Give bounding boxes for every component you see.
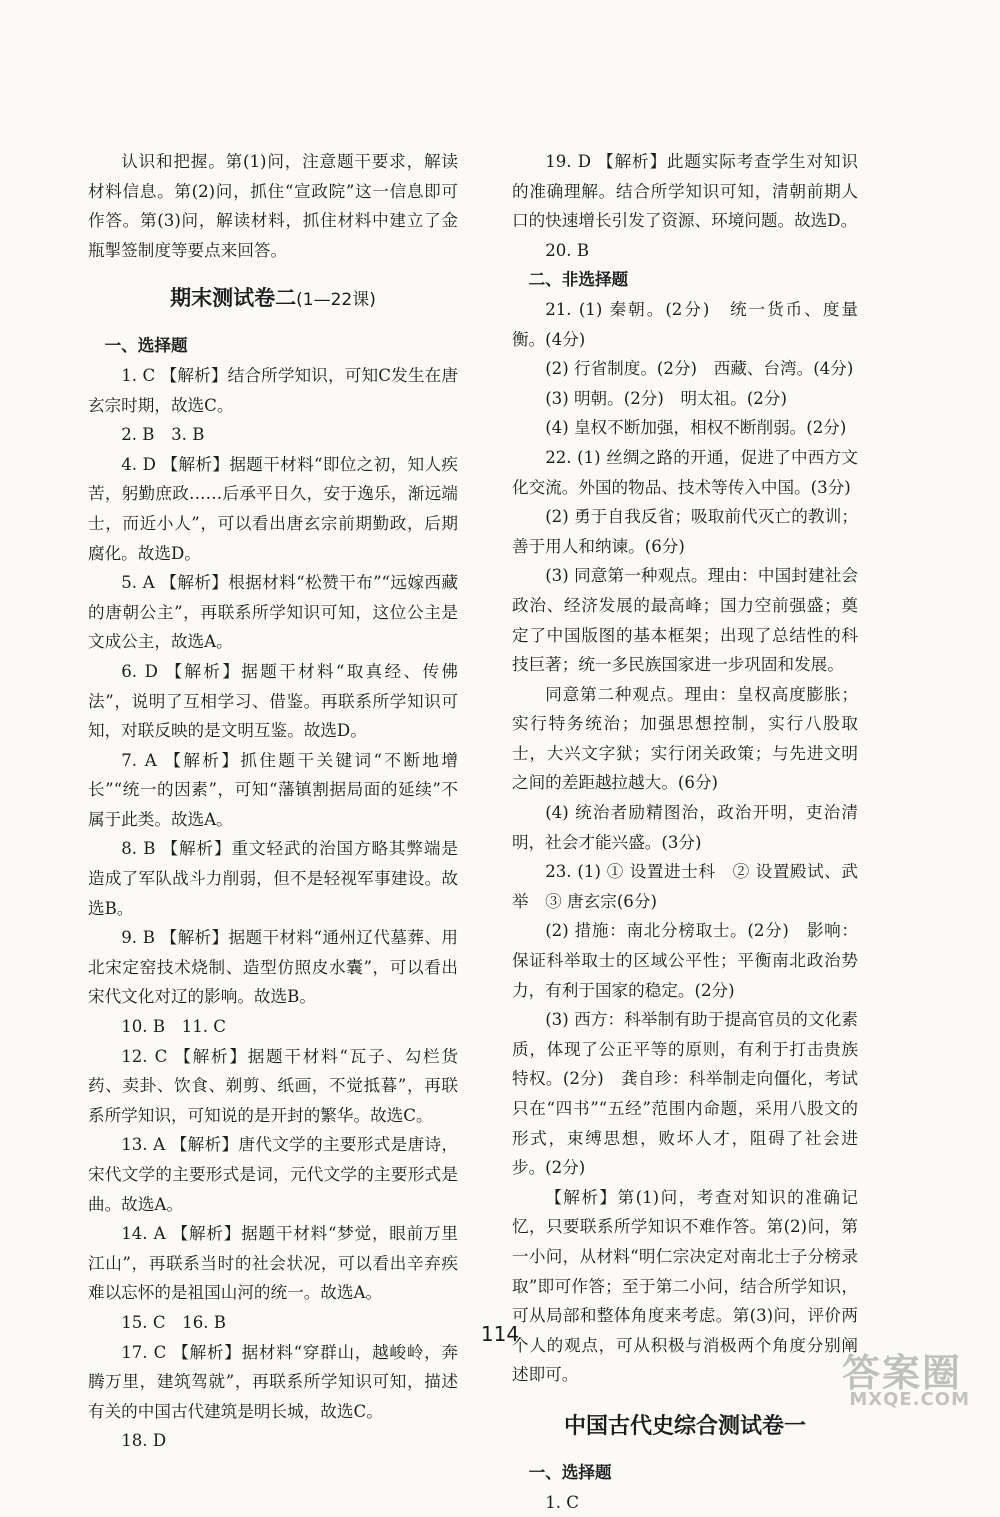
exam-title-main: 期末测试卷二 (170, 286, 297, 311)
left-column (88, 147, 458, 1456)
answer-item: 7. A 【解析】抓住题干关键词“不断地增长”“统一的因素”，可知“藩镇割据局面的延续”不属于此类。故选A。 (88, 750, 458, 829)
q21-answer: (3) 明朝。(2分) 明太祖。(2分) (545, 388, 787, 408)
section-heading-choice: 一、选择题 (104, 336, 188, 356)
answer-item: 18. D (121, 1431, 167, 1451)
q23-answer: (3) 西方：科举制有助于提高官员的文化素质，体现了公正平等的原则，有利于打击贵族特权。(2分) 龚自珍：科举制走向僵化，考试只在“四书”“五经”范围内命题，采用八股文的形式，束缚思想，败坏人才，阻碍了社会进步。(2分) (512, 1010, 858, 1178)
intro-paragraph: 认识和把握。第(1)问，注意题干要求，解读材料信息。第(2)问，抓住“宣政院”这一信息即可作答。第(3)问，解读材料，抓住材料中建立了金瓶掣签制度等要点来回答。 (88, 152, 458, 260)
q21-answer: 21. (1) 秦朝。(2分) 统一货币、度量衡。(4分) (512, 299, 858, 349)
exam-title-sub: (1—22课) (296, 290, 376, 311)
right-column (512, 147, 858, 1517)
section-heading-choice-2: 一、选择题 (528, 1462, 612, 1482)
answer-item: 5. A 【解析】根据材料“松赞干布”“远嫁西藏的唐朝公主”，再联系所学知识可知，这位公主是文成公主，故选A。 (88, 573, 458, 652)
answer-item: 1. C 【解析】结合所学知识，可知C发生在唐玄宗时期，故选C。 (88, 365, 458, 415)
q22-answer: 22. (1) 丝绸之路的开通，促进了中西方文化交流。外国的物品、技术等传入中国。(3分) (512, 447, 858, 497)
answer-item: 12. C 【解析】据题干材料“瓦子、勾栏货药、卖卦、饮食、剃剪、纸画，不觉抵暮”，再联系所学知识，可知说的是开封的繁华。故选C。 (88, 1046, 458, 1125)
answer-item: 4. D 【解析】据题干材料“即位之初，知人疾苦，躬勤庶政……后承平日久，安于逸乐，渐远端士，而近小人”，可以看出唐玄宗前期勤政，后期腐化。故选D。 (88, 454, 458, 563)
answer-item: 2. B 3. B (121, 425, 205, 445)
exam-title (88, 281, 458, 317)
answer-item: 19. D 【解析】此题实际考查学生对知识的准确理解。结合所学知识可知，清朝前期人口的快速增长引发了资源、环境问题。故选D。 (512, 152, 858, 231)
q23-analysis: 【解析】第(1)问，考查对知识的准确记忆，只要联系所学知识不难作答。第(2)问，第一小问，从材料“明仁宗决定对南北士子分榜录取”即可作答；至于第二小问，结合所学知识，可从局部和整体角度来考虑。第(3)问，评价两个人的观点，可从积极与消极两个角度分别阐述即可。 (512, 1187, 858, 1385)
answer-item: 6. D 【解析】据题干材料“取真经、传佛法”，说明了互相学习、借鉴。再联系所学知识可知，对联反映的是文明互鉴。故选D。 (88, 661, 458, 741)
q22-answer: (3) 同意第一种观点。理由：中国封建社会政治、经济发展的最高峰；国力空前强盛；奠定了中国版图的基本框架；出现了总结性的科技巨著；统一多民族国家进一步巩固和发展。 (512, 566, 858, 675)
answer-item: 13. A 【解析】唐代文学的主要形式是唐诗，宋代文学的主要形式是词，元代文学的主要形式是曲。故选A。 (88, 1135, 458, 1214)
answer-item: 14. A 【解析】据题干材料“梦觉，眼前万里江山”，再联系当时的社会状况，可以看出辛弃疾难以忘怀的是祖国山河的统一。故选A。 (88, 1224, 458, 1303)
answer-item: 15. C 16. B (121, 1312, 227, 1332)
answer-item: 10. B 11. C (121, 1017, 227, 1037)
answer-item: 8. B 【解析】重文轻武的治国方略其弊端是造成了军队战斗力削弱，但不是轻视军事建设。故选B。 (88, 839, 458, 918)
q21-answer: (2) 行省制度。(2分) 西藏、台湾。(4分) (545, 359, 854, 379)
answer-item: 20. B (545, 240, 590, 260)
answer-item: 1. C (545, 1492, 579, 1512)
watermark-logo (800, 1340, 980, 1410)
q21-answer: (4) 皇权不断加强，相权不断削弱。(2分) (545, 418, 847, 438)
watermark-url: MXQE.COM (849, 1389, 970, 1410)
q22-answer: 同意第二种观点。理由：皇权高度膨胀；实行特务统治；加强思想控制，实行八股取士，大兴文字狱；实行闭关政策；与先进文明之间的差距越拉越大。(6分) (512, 684, 858, 793)
answer-item: 17. C 【解析】据材料“穿群山，越峻岭，奔腾万里，建筑驾就”，再联系所学知识可知，描述有关的中国古代建筑是明长城，故选C。 (88, 1342, 458, 1421)
exam-title-2: 中国古代史综合测试卷一 (563, 1413, 806, 1439)
section-heading-nonchoice: 二、非选择题 (528, 270, 629, 290)
q23-answer: (2) 措施：南北分榜取士。(2分) 影响：保证科举取士的区域公平性；平衡南北政治势力，有利于国家的稳定。(2分) (512, 921, 858, 1000)
page-number: 114 (480, 1322, 520, 1346)
watermark-text: 答案圈 (841, 1351, 962, 1395)
q22-answer: (4) 统治者励精图治，政治开明，吏治清明，社会才能兴盛。(3分) (512, 803, 858, 852)
q23-answer: 23. (1) ① 设置进士科 ② 设置殿试、武举 ③ 唐玄宗(6分) (512, 862, 858, 911)
q22-answer: (2) 勇于自我反省；吸取前代灭亡的教训；善于用人和纳谏。(6分) (512, 507, 858, 556)
answer-item: 9. B 【解析】据题干材料“通州辽代墓葬、用北宋定窑技术烧制、造型仿照皮水囊”，可以看出宋代文化对辽的影响。故选B。 (88, 928, 458, 1007)
